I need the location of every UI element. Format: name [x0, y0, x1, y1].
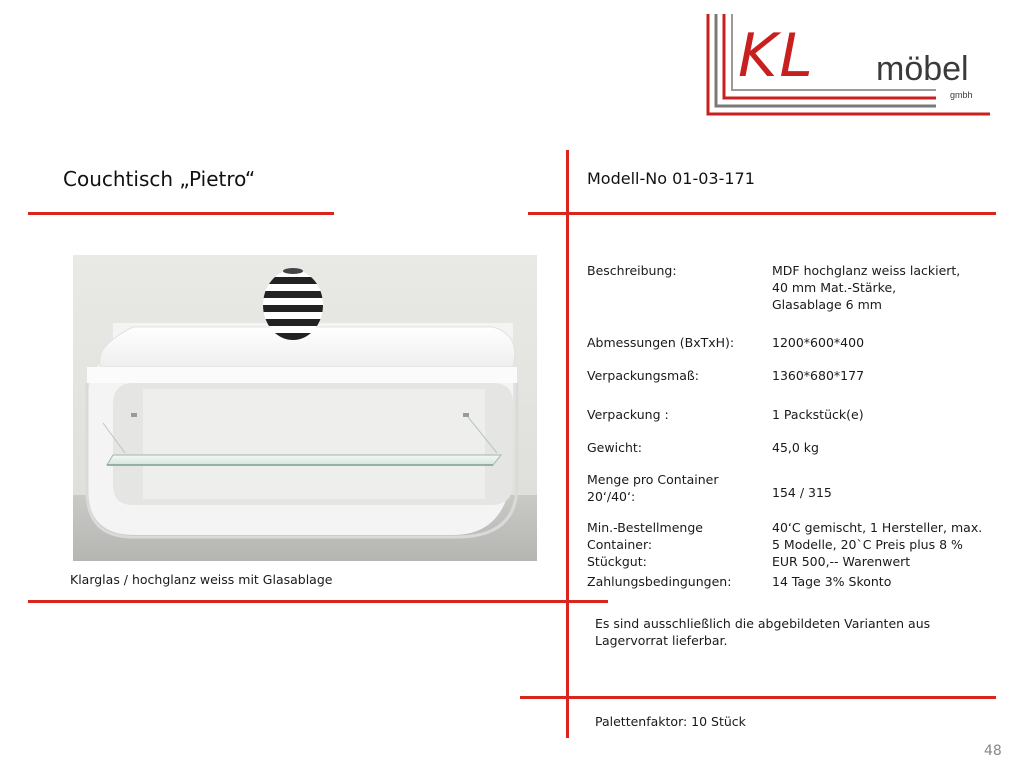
spec-value-packaging-size: 1360*680*177	[772, 368, 865, 383]
divider-middle	[28, 600, 608, 603]
logo-gmbh-text: gmbh	[950, 90, 973, 100]
page-number: 48	[984, 743, 1002, 759]
spec-label-description: Beschreibung:	[587, 263, 677, 278]
spec-value-min-order: 40‘C gemischt, 1 Hersteller, max. 5 Modelle, 20`C Preis plus 8 % EUR 500,-- Warenwert	[772, 520, 983, 569]
spec-label-container-qty: Menge pro Container 20‘/40‘:	[587, 472, 719, 504]
spec-label-packaging: Verpackung :	[587, 407, 669, 422]
spec-label-payment: Zahlungsbedingungen:	[587, 574, 732, 589]
spec-label-packaging-size: Verpackungsmaß:	[587, 368, 699, 383]
spec-value-dimensions: 1200*600*400	[772, 335, 865, 350]
divider-right-bottom	[520, 696, 996, 699]
photo-caption: Klarglas / hochglanz weiss mit Glasablage	[70, 572, 333, 587]
spec-label-dimensions: Abmessungen (BxTxH):	[587, 335, 735, 350]
spec-label-weight: Gewicht:	[587, 440, 642, 455]
divider-right-top	[528, 212, 996, 215]
spec-value-container-qty: 154 / 315	[772, 485, 832, 500]
spec-label-min-order: Min.-Bestellmenge Container: Stückgut:	[587, 520, 703, 569]
divider-vertical	[566, 150, 569, 738]
spec-value-description: MDF hochglanz weiss lackiert, 40 mm Mat.-Stärke, Glasablage 6 mm	[772, 263, 961, 312]
coffee-table-image	[73, 255, 537, 561]
logo-kl-text: KL	[738, 21, 815, 91]
model-number: Modell-No 01-03-171	[587, 169, 755, 188]
product-title: Couchtisch „Pietro“	[63, 167, 256, 191]
product-photo	[73, 255, 537, 561]
pallet-factor: Palettenfaktor: 10 Stück	[595, 714, 746, 729]
logo-mobel-text: möbel	[876, 50, 969, 88]
spec-value-packaging: 1 Packstück(e)	[772, 407, 864, 422]
spec-value-weight: 45,0 kg	[772, 440, 819, 455]
availability-note: Es sind ausschließlich die abgebildeten Varianten aus Lagervorrat lieferbar.	[595, 616, 931, 648]
spec-value-payment: 14 Tage 3% Skonto	[772, 574, 892, 589]
divider-left-top	[28, 212, 334, 215]
